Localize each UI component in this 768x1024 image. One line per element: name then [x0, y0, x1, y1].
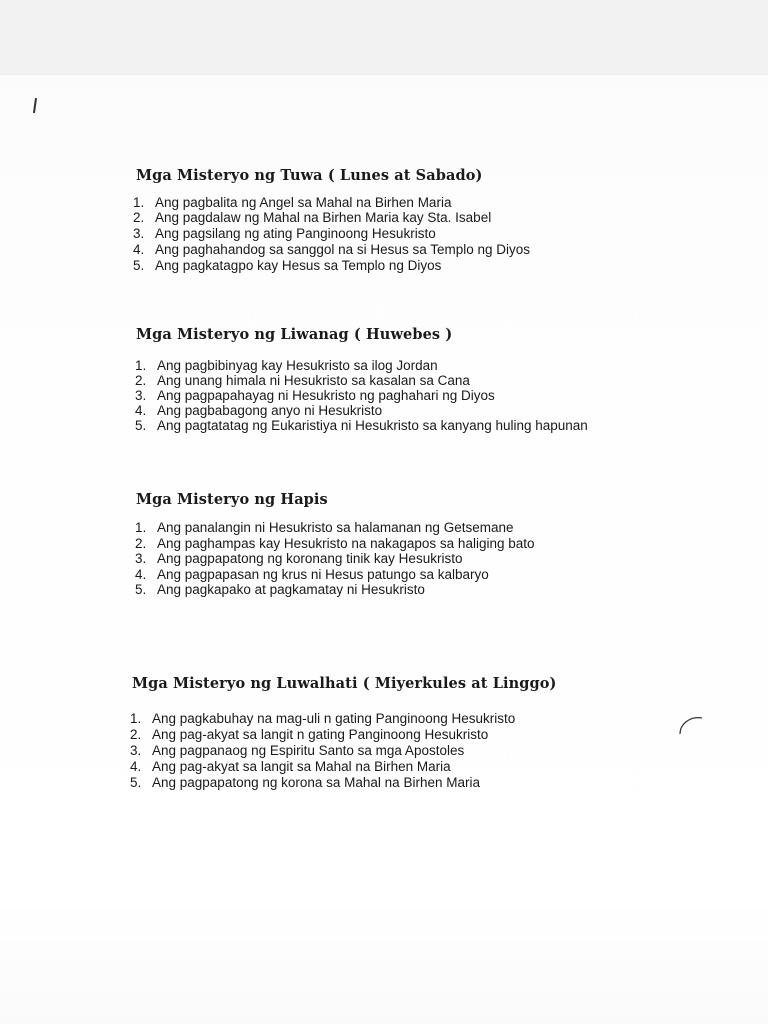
- list-item: [133, 226, 436, 241]
- item-text: Ang pag-akyat sa langit n gating Panginoong Hesukristo: [152, 727, 489, 742]
- item-number: 1.: [133, 195, 145, 210]
- item-text: Ang pagsilang ng ating Panginoong Hesukristo: [155, 226, 436, 241]
- list-item: [135, 373, 470, 388]
- item-number: 5.: [133, 258, 145, 273]
- item-number: 3.: [135, 388, 147, 403]
- item-text: Ang pagkapako at pagkamatay ni Hesukristo: [157, 582, 425, 597]
- list-item: [130, 727, 488, 742]
- item-text: Ang panalangin ni Hesukristo sa halamanan ng Getsemane: [157, 520, 514, 535]
- item-text: Ang pagpapasan ng krus ni Hesus patungo sa kalbaryo: [157, 567, 489, 582]
- item-text: Ang pagbibinyag kay Hesukristo sa ilog Jordan: [157, 358, 438, 373]
- list-item: [135, 536, 535, 551]
- item-text: Ang pagkatagpo kay Hesus sa Templo ng Diyos: [155, 258, 442, 273]
- item-text: Ang pagdalaw ng Mahal na Birhen Maria kay Sta. Isabel: [155, 210, 492, 225]
- item-text: Ang pagbabagong anyo ni Hesukristo: [157, 403, 383, 418]
- item-text: Ang pagpapahayag ni Hesukristo ng paghahari ng Diyos: [157, 388, 495, 403]
- item-text: Ang pagpapatong ng koronang tinik kay Hesukristo: [157, 551, 463, 566]
- item-number: 1.: [135, 358, 147, 373]
- list-item: [130, 759, 451, 774]
- item-number: 2.: [130, 727, 142, 742]
- section-title: Mga Misteryo ng Hapis: [136, 491, 328, 508]
- item-text: Ang pag-akyat sa langit sa Mahal na Birhen Maria: [152, 759, 451, 774]
- list-item: [135, 358, 438, 373]
- item-number: 2.: [135, 373, 147, 388]
- list-item: [133, 195, 451, 210]
- item-text: Ang paghahandog sa sanggol na si Hesus sa Templo ng Diyos: [155, 242, 531, 257]
- list-item: [133, 242, 530, 257]
- item-number: 3.: [135, 551, 147, 566]
- list-item: [130, 743, 464, 758]
- item-number: 4.: [135, 567, 147, 582]
- item-number: 2.: [133, 210, 145, 225]
- item-text: Ang pagkabuhay na mag-uli n gating Panginoong Hesukristo: [152, 711, 516, 726]
- item-number: 4.: [135, 403, 147, 418]
- stray-curve-mark: [672, 712, 712, 742]
- item-number: 5.: [135, 582, 147, 597]
- item-number: 1.: [135, 520, 147, 535]
- item-text: Ang pagtatatag ng Eukaristiya ni Hesukristo sa kanyang huling hapunan: [157, 418, 588, 433]
- list-item: [135, 567, 489, 582]
- item-number: 5.: [130, 775, 142, 790]
- list-item: [135, 418, 588, 433]
- item-text: Ang pagbalita ng Angel sa Mahal na Birhen Maria: [155, 195, 452, 210]
- list-item: [133, 258, 441, 273]
- section-title: Mga Misteryo ng Liwanag ( Huwebes ): [136, 326, 453, 343]
- list-item: [130, 775, 480, 790]
- item-number: 1.: [130, 711, 142, 726]
- list-item: [135, 403, 382, 418]
- item-number: 3.: [133, 226, 145, 241]
- list-item: [130, 711, 515, 726]
- item-number: 2.: [135, 536, 147, 551]
- item-number: 3.: [130, 743, 142, 758]
- list-item: [135, 582, 425, 597]
- item-number: 4.: [133, 242, 145, 257]
- page-top-edge: [0, 0, 768, 75]
- list-item: [135, 388, 495, 403]
- list-item: [135, 551, 462, 566]
- item-text: Ang pagpanaog ng Espiritu Santo sa mga Apostoles: [152, 743, 465, 758]
- list-item: [133, 210, 491, 225]
- item-number: 4.: [130, 759, 142, 774]
- item-text: Ang paghampas kay Hesukristo na nakagapos sa haliging bato: [157, 536, 535, 551]
- item-number: 5.: [135, 418, 147, 433]
- section-title: Mga Misteryo ng Luwalhati ( Miyerkules at Linggo): [132, 675, 557, 692]
- item-text: Ang pagpapatong ng korona sa Mahal na Birhen Maria: [152, 775, 480, 790]
- section-title: Mga Misteryo ng Tuwa ( Lunes at Sabado): [136, 167, 483, 184]
- item-text: Ang unang himala ni Hesukristo sa kasalan sa Cana: [157, 373, 470, 388]
- list-item: [135, 520, 513, 535]
